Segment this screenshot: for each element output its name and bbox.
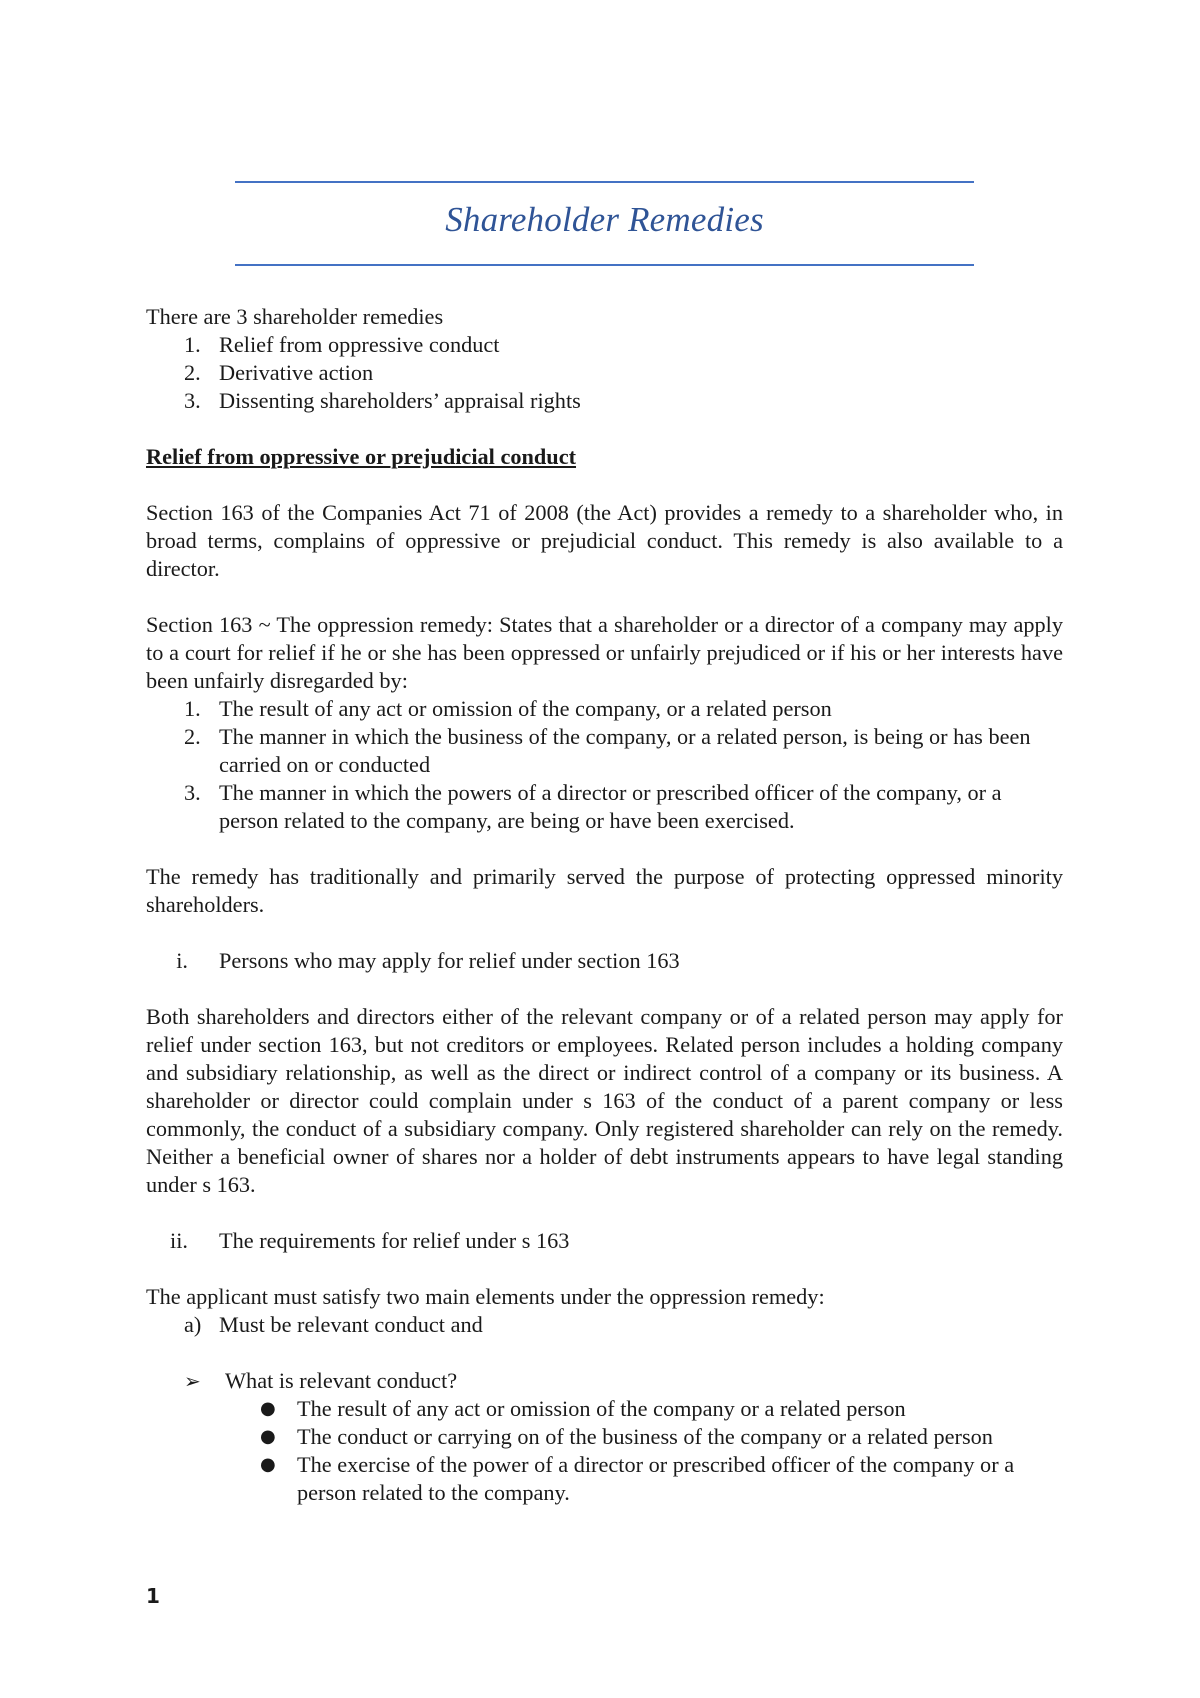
spacer [146, 1339, 1063, 1367]
oppression-list [146, 695, 1063, 835]
arrow-icon: ➢ [184, 1369, 201, 1393]
bullet-icon: ● [260, 1426, 276, 1447]
paragraph: The applicant must satisfy two main elements under the oppression remedy: [146, 1284, 825, 1309]
spacer [146, 919, 1063, 947]
list-item [146, 1451, 1063, 1507]
list-item [146, 387, 1063, 415]
list-item [146, 1311, 1063, 1339]
document-body [146, 303, 1063, 1507]
list-item [146, 359, 1063, 387]
list-item-text: Must be relevant conduct and [219, 1312, 483, 1337]
list-item [146, 695, 1063, 723]
spacer [146, 1199, 1063, 1227]
list-marker: 3. [184, 388, 201, 413]
spacer [146, 975, 1063, 1003]
list-item-text: What is relevant conduct? [225, 1368, 458, 1393]
spacer [146, 835, 1063, 863]
paragraph: Both shareholders and directors either of the relevant company or of a related person may apply for relief under section 163, but not creditors or employees. Related person includes a holding company and subsidiary relationship, as well as the direct or indirect control of a company or its business. A shareholder or director could complain under s 163 of the conduct of a parent company or less commonly, the conduct of a subsidiary company. Only registered shareholder can rely on the remedy. Neither a beneficial owner of shares nor a holder of debt instruments appears to have legal standing under s 163. [146, 1004, 1063, 1197]
list-item [146, 779, 1063, 835]
spacer [146, 1255, 1063, 1283]
spacer [146, 583, 1063, 611]
conduct-list [146, 1395, 1063, 1507]
title-rule-bottom [235, 264, 974, 266]
subheading-text: The requirements for relief under s 163 [219, 1228, 570, 1253]
list-marker: 3. [184, 780, 201, 805]
list-item-text: The result of any act or omission of the company or a related person [297, 1396, 906, 1421]
list-item [146, 331, 1063, 359]
list-marker: 1. [184, 332, 201, 357]
list-item-text: Relief from oppressive conduct [219, 332, 500, 357]
list-item-text: The manner in which the powers of a director or prescribed officer of the company, or a person related to the company, are being or have been exercised. [219, 780, 1002, 833]
list-item [146, 1423, 1063, 1451]
list-marker: 2. [184, 724, 201, 749]
list-item [146, 1395, 1063, 1423]
title-rule-top [235, 181, 974, 183]
list-item-text: Dissenting shareholders’ appraisal rights [219, 388, 581, 413]
bullet-icon: ● [260, 1454, 276, 1475]
section-heading: Relief from oppressive or prejudicial conduct [146, 444, 577, 469]
list-item-text: The result of any act or omission of the company, or a related person [219, 696, 832, 721]
list-marker: a) [184, 1312, 202, 1337]
remedies-list [146, 331, 1063, 415]
list-marker: i. [176, 948, 188, 973]
subheading-text: Persons who may apply for relief under section 163 [219, 948, 680, 973]
list-item [146, 723, 1063, 779]
paragraph: The remedy has traditionally and primarily served the purpose of protecting oppressed minority shareholders. [146, 864, 1063, 917]
list-marker: 2. [184, 360, 201, 385]
spacer [146, 415, 1063, 443]
paragraph: Section 163 ~ The oppression remedy: States that a shareholder or a director of a company may apply to a court for relief if he or she has been oppressed or unfairly prejudiced or if his or her interests have been unfairly disregarded by: [146, 612, 1063, 693]
list-item-text: The exercise of the power of a director or prescribed officer of the company or a person related to the company. [297, 1452, 1015, 1505]
arrow-list-item [146, 1367, 1063, 1395]
spacer [146, 471, 1063, 499]
page-number: 1 [146, 1584, 160, 1608]
document-title: Shareholder Remedies [445, 200, 764, 239]
intro-text: There are 3 shareholder remedies [146, 304, 444, 329]
list-item-text: Derivative action [219, 360, 374, 385]
list-marker: 1. [184, 696, 201, 721]
subheading-item [146, 1227, 1063, 1255]
bullet-icon: ● [260, 1398, 276, 1419]
list-item-text: The manner in which the business of the company, or a related person, is being or has been carried on or conducted [219, 724, 1031, 777]
paragraph: Section 163 of the Companies Act 71 of 2008 (the Act) provides a remedy to a shareholder who, in broad terms, complains of oppressive or prejudicial conduct. This remedy is also available to a director. [146, 500, 1063, 581]
list-marker: ii. [170, 1228, 188, 1253]
list-item-text: The conduct or carrying on of the business of the company or a related person [297, 1424, 993, 1449]
subheading-item [146, 947, 1063, 975]
